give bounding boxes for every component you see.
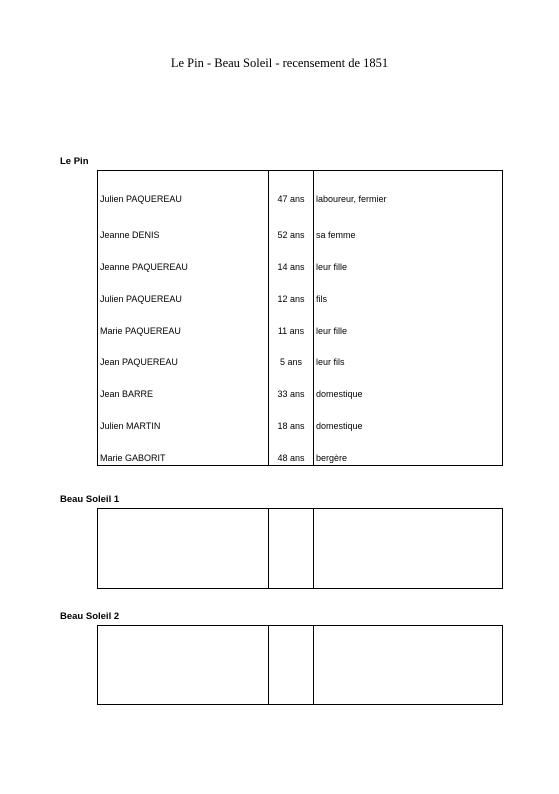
table-row [98,292,502,306]
person-age: 5 ans [279,357,303,367]
table-row [98,419,502,433]
census-table-le-pin [97,170,503,466]
person-age: 52 ans [277,230,305,240]
person-role: leur fille [316,262,348,272]
section-label-le-pin: Le Pin [60,156,89,167]
person-role: sa femme [316,230,356,240]
person-role: domestique [316,389,363,399]
person-role: leur fils [316,357,345,367]
person-name: Jean PAQUEREAU [100,357,178,367]
person-age: 47 ans [277,194,305,204]
person-age: 18 ans [277,421,305,431]
person-age: 11 ans [277,326,305,336]
person-name: Julien PAQUEREAU [100,194,182,204]
person-role: leur fille [316,326,348,336]
person-name: Jeanne PAQUEREAU [100,262,188,272]
table-row [98,228,502,242]
person-role: fils [316,294,327,304]
person-role: bergère [316,453,348,463]
section-label-beau-soleil-1: Beau Soleil 1 [60,494,120,505]
person-role: domestique [316,421,363,431]
table-row [98,451,502,465]
table-row [98,260,502,274]
person-age: 48 ans [277,453,305,463]
column-divider [313,509,314,588]
census-table-beau-soleil-2 [97,625,503,705]
table-row [98,324,502,338]
person-age: 14 ans [277,262,305,272]
column-divider [313,626,314,704]
person-name: Marie GABORIT [100,453,166,463]
page-title: Le Pin - Beau Soleil - recensement de 1851 [170,56,389,70]
person-age: 12 ans [277,294,305,304]
person-age: 33 ans [277,389,305,399]
person-name: Jean BARRE [100,389,154,399]
person-role: laboureur, fermier [316,194,387,204]
person-name: Julien MARTIN [100,421,161,431]
section-label-beau-soleil-2: Beau Soleil 2 [60,611,120,622]
table-row [98,192,502,206]
column-divider [268,626,269,704]
person-name: Jeanne DENIS [100,230,160,240]
census-table-beau-soleil-1 [97,508,503,589]
table-row [98,355,502,369]
table-row [98,387,502,401]
person-name: Julien PAQUEREAU [100,294,182,304]
person-name: Marie PAQUEREAU [100,326,181,336]
column-divider [268,509,269,588]
